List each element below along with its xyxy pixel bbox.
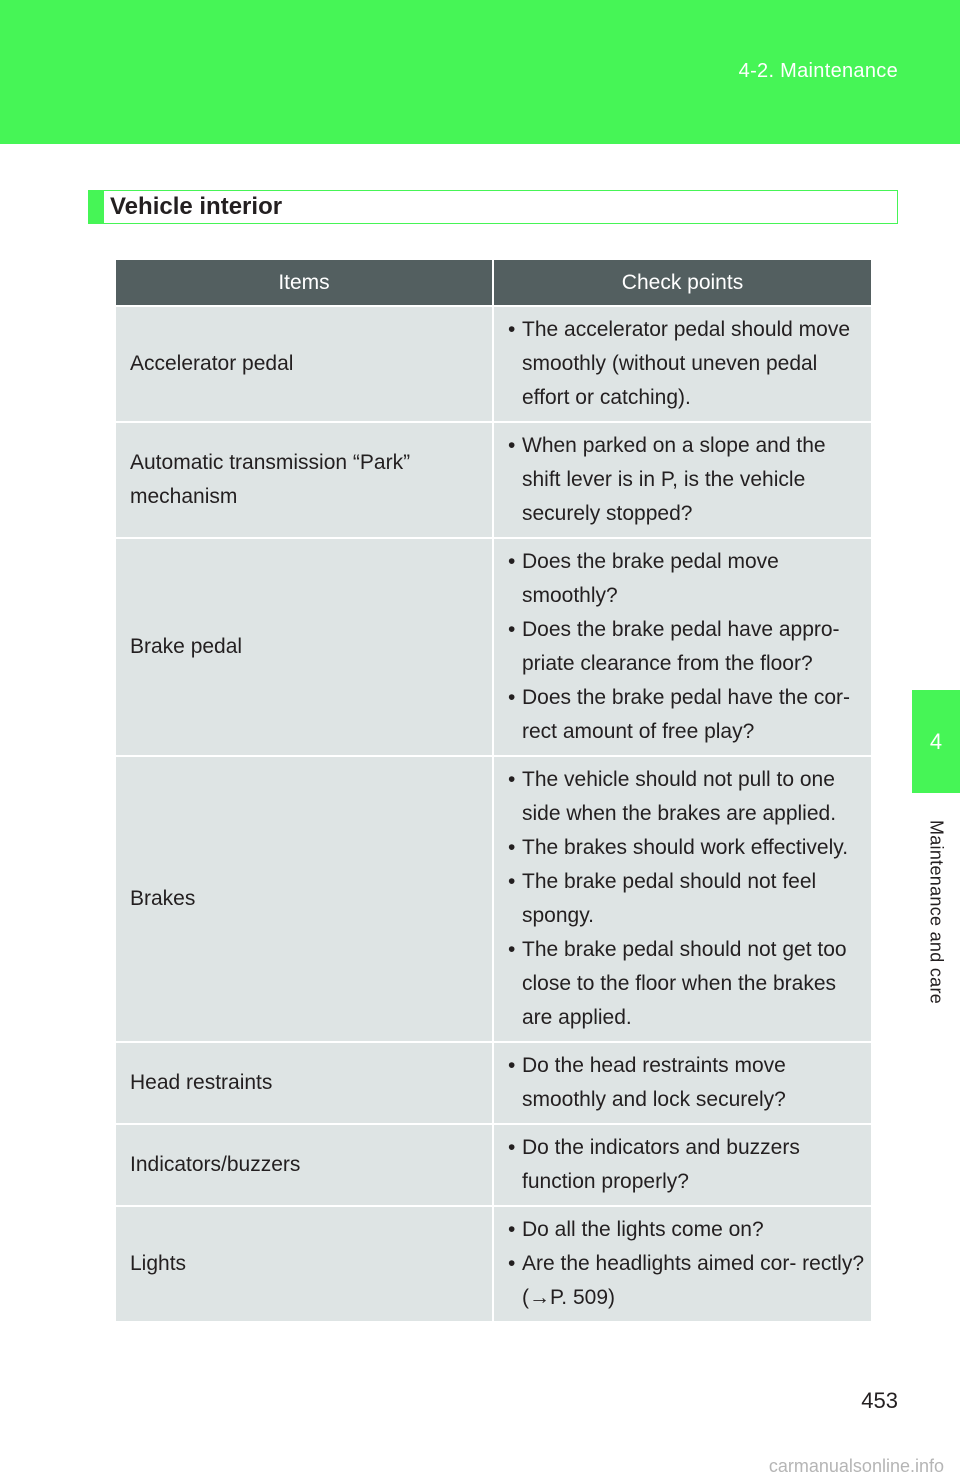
- header-band: [0, 0, 960, 144]
- item-cell: Indicators/buzzers: [116, 1124, 493, 1206]
- check-point: • When parked on a slope and the shift lever is in P, is the vehicle securely stopped?: [508, 429, 869, 531]
- table-row: [116, 1206, 871, 1321]
- check-point: • Are the headlights aimed cor- rectly? (→P. 509): [508, 1247, 869, 1315]
- check-point: • The accelerator pedal should move smoothly (without uneven pedal effort or catching).: [508, 313, 869, 415]
- check-point: • Does the brake pedal have the cor- rect amount of free play?: [508, 681, 869, 749]
- table-row: [116, 1124, 871, 1206]
- check-point: • Do the indicators and buzzers function properly?: [508, 1131, 869, 1199]
- check-point: • The brake pedal should not get too close to the floor when the brakes are applied.: [508, 933, 869, 1035]
- table-row: [116, 422, 871, 538]
- check-points-cell: [493, 422, 871, 538]
- page-number: 453: [861, 1388, 898, 1413]
- item-cell: Head restraints: [116, 1042, 493, 1124]
- item-cell: Brakes: [116, 756, 493, 1042]
- item-cell: Accelerator pedal: [116, 306, 493, 422]
- check-points-cell: [493, 756, 871, 1042]
- check-points-cell: [493, 1206, 871, 1321]
- item-cell: Brake pedal: [116, 538, 493, 756]
- heading-text: Vehicle interior: [110, 193, 283, 220]
- check-table: [116, 260, 871, 1321]
- check-points-cell: [493, 1124, 871, 1206]
- section-heading: [88, 190, 898, 224]
- table-header-row: [116, 260, 871, 306]
- check-point: • The brakes should work effectively.: [508, 831, 869, 865]
- check-point: • Do all the lights come on?: [508, 1213, 869, 1247]
- table-row: [116, 1042, 871, 1124]
- heading-accent: [89, 191, 104, 223]
- column-header-items: Items: [116, 260, 493, 306]
- check-points-cell: [493, 1042, 871, 1124]
- table-row: [116, 306, 871, 422]
- check-point: • Does the brake pedal have appro- priate clearance from the floor?: [508, 613, 869, 681]
- item-cell: Lights: [116, 1206, 493, 1321]
- check-points-cell: [493, 538, 871, 756]
- column-header-check-points: Check points: [493, 260, 871, 306]
- check-point: • The brake pedal should not feel spongy.: [508, 865, 869, 933]
- watermark: carmanualsonline.info: [768, 1456, 944, 1476]
- check-point: • Does the brake pedal move smoothly?: [508, 545, 869, 613]
- table-row: [116, 538, 871, 756]
- item-cell: Automatic transmission “Park” mechanism: [116, 422, 493, 538]
- chapter-title: Maintenance and care: [926, 819, 947, 1005]
- section-title: 4-2. Maintenance: [738, 60, 898, 82]
- chapter-number: 4: [929, 728, 943, 754]
- check-point: • The vehicle should not pull to one side when the brakes are applied.: [508, 763, 869, 831]
- check-points-cell: [493, 306, 871, 422]
- table-row: [116, 756, 871, 1042]
- chapter-tab: [912, 690, 960, 793]
- check-point: • Do the head restraints move smoothly and lock securely?: [508, 1049, 869, 1117]
